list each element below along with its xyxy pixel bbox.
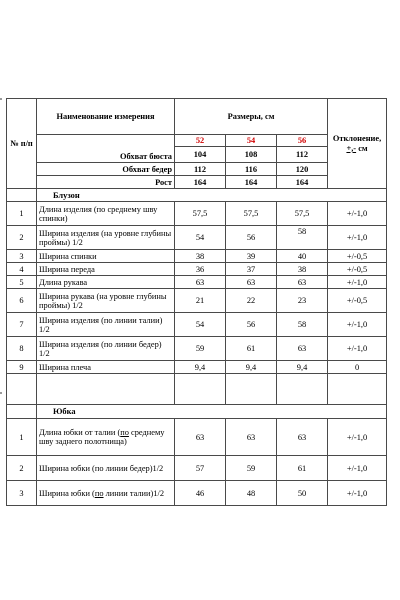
row-value: 59 [226, 456, 277, 481]
measure-label: Рост [37, 176, 175, 189]
measure-value: 108 [226, 147, 277, 163]
sizes-header: Размеры, см [175, 99, 328, 135]
row-value: 39 [226, 250, 277, 263]
row-value: 63 [175, 276, 226, 289]
row-tolerance: +/-1,0 [328, 313, 387, 337]
row-value: 22 [226, 289, 277, 313]
measure-label: Обхват бедер [37, 163, 175, 176]
row-name: Ширина юбки (по линии бедер)1/2 [37, 456, 175, 481]
row-value: 63 [277, 276, 328, 289]
row-value: 21 [175, 289, 226, 313]
section-num-cell [7, 189, 37, 202]
margin-mark [0, 98, 2, 100]
table-row [7, 361, 387, 374]
measure-value: 164 [226, 176, 277, 189]
row-name: Ширина переда [37, 263, 175, 276]
row-name: Ширина юбки (по линии талии)1/2 [37, 481, 175, 506]
row-value: 40 [277, 250, 328, 263]
row-num: 9 [7, 361, 37, 374]
row-name: Длина изделия (по среднему шву спинки) [37, 202, 175, 226]
row-value: 9,4 [277, 361, 328, 374]
measure-value: 120 [277, 163, 328, 176]
table-row [7, 226, 387, 250]
row-value: 23 [277, 289, 328, 313]
section-num-cell [7, 405, 37, 419]
row-value: 9,4 [175, 361, 226, 374]
table-row [7, 456, 387, 481]
measure-value: 164 [277, 176, 328, 189]
row-tolerance: +/-0,5 [328, 263, 387, 276]
table-row [7, 263, 387, 276]
row-num: 3 [7, 250, 37, 263]
row-value: 63 [226, 419, 277, 456]
row-num: 3 [7, 481, 37, 506]
row-num: 1 [7, 419, 37, 456]
deviation-header: Отклонение, +,- см [328, 99, 387, 189]
row-num: 2 [7, 226, 37, 250]
row-value: 38 [277, 263, 328, 276]
row-value: 63 [277, 419, 328, 456]
table-row [7, 276, 387, 289]
row-num: 6 [7, 289, 37, 313]
size-code: 54 [226, 135, 277, 147]
row-value: 59 [175, 337, 226, 361]
table-row [7, 313, 387, 337]
row-num: 2 [7, 456, 37, 481]
row-value: 36 [175, 263, 226, 276]
row-value: 46 [175, 481, 226, 506]
table-row [7, 202, 387, 226]
row-name: Ширина изделия (по линии талии) 1/2 [37, 313, 175, 337]
row-value: 37 [226, 263, 277, 276]
row-value: 54 [175, 226, 226, 250]
row-num: 1 [7, 202, 37, 226]
row-value: 56 [226, 313, 277, 337]
row-value: 61 [226, 337, 277, 361]
measure-value: 164 [175, 176, 226, 189]
row-value: 63 [175, 419, 226, 456]
row-name: Ширина спинки [37, 250, 175, 263]
table-row [7, 250, 387, 263]
row-name: Ширина изделия (по линии бедер) 1/2 [37, 337, 175, 361]
row-tolerance: +/-0,5 [328, 289, 387, 313]
row-value: 57,5 [277, 202, 328, 226]
row-value: 38 [175, 250, 226, 263]
row-name: Ширина рукава (на уровне глубины проймы) 1/2 [37, 289, 175, 313]
table-row [7, 419, 387, 456]
margin-mark [0, 392, 2, 394]
size-chart [6, 98, 386, 506]
measure-value: 112 [277, 147, 328, 163]
row-value: 61 [277, 456, 328, 481]
row-value: 48 [226, 481, 277, 506]
table-row [7, 289, 387, 313]
row-value: 63 [226, 276, 277, 289]
row-name: Ширина плеча [37, 361, 175, 374]
row-value: 57,5 [175, 202, 226, 226]
measure-label: Обхват бюста [37, 135, 175, 163]
row-tolerance: 0 [328, 361, 387, 374]
row-value: 58 [277, 226, 328, 250]
row-tolerance: +/-1,0 [328, 276, 387, 289]
row-value: 56 [226, 226, 277, 250]
measure-value: 104 [175, 147, 226, 163]
row-name: Длина рукава [37, 276, 175, 289]
section-title: Блузон [37, 189, 387, 202]
row-value: 50 [277, 481, 328, 506]
row-value: 57,5 [226, 202, 277, 226]
section-title: Юбка [37, 405, 387, 419]
table-row [7, 481, 387, 506]
row-tolerance: +/-1,0 [328, 226, 387, 250]
row-tolerance: +/-1,0 [328, 419, 387, 456]
measure-value: 116 [226, 163, 277, 176]
row-tolerance: +/-0,5 [328, 250, 387, 263]
row-num: 7 [7, 313, 37, 337]
row-tolerance: +/-1,0 [328, 481, 387, 506]
row-name: Длина юбки от талии (по среднему шву заднего полотнища) [37, 419, 175, 456]
measurements-table [6, 98, 387, 506]
blank-row [7, 374, 387, 405]
size-code: 52 [175, 135, 226, 147]
row-num: 4 [7, 263, 37, 276]
row-value: 54 [175, 313, 226, 337]
row-num: 5 [7, 276, 37, 289]
row-value: 57 [175, 456, 226, 481]
row-value: 63 [277, 337, 328, 361]
row-tolerance: +/-1,0 [328, 456, 387, 481]
num-header: № п/п [7, 99, 37, 189]
name-header: Наименование измерения [37, 99, 175, 135]
measure-value: 112 [175, 163, 226, 176]
row-tolerance: +/-1,0 [328, 202, 387, 226]
row-num: 8 [7, 337, 37, 361]
size-code: 56 [277, 135, 328, 147]
table-row [7, 337, 387, 361]
row-value: 58 [277, 313, 328, 337]
row-name: Ширина изделия (на уровне глубины проймы) 1/2 [37, 226, 175, 250]
row-value: 9,4 [226, 361, 277, 374]
row-tolerance: +/-1,0 [328, 337, 387, 361]
